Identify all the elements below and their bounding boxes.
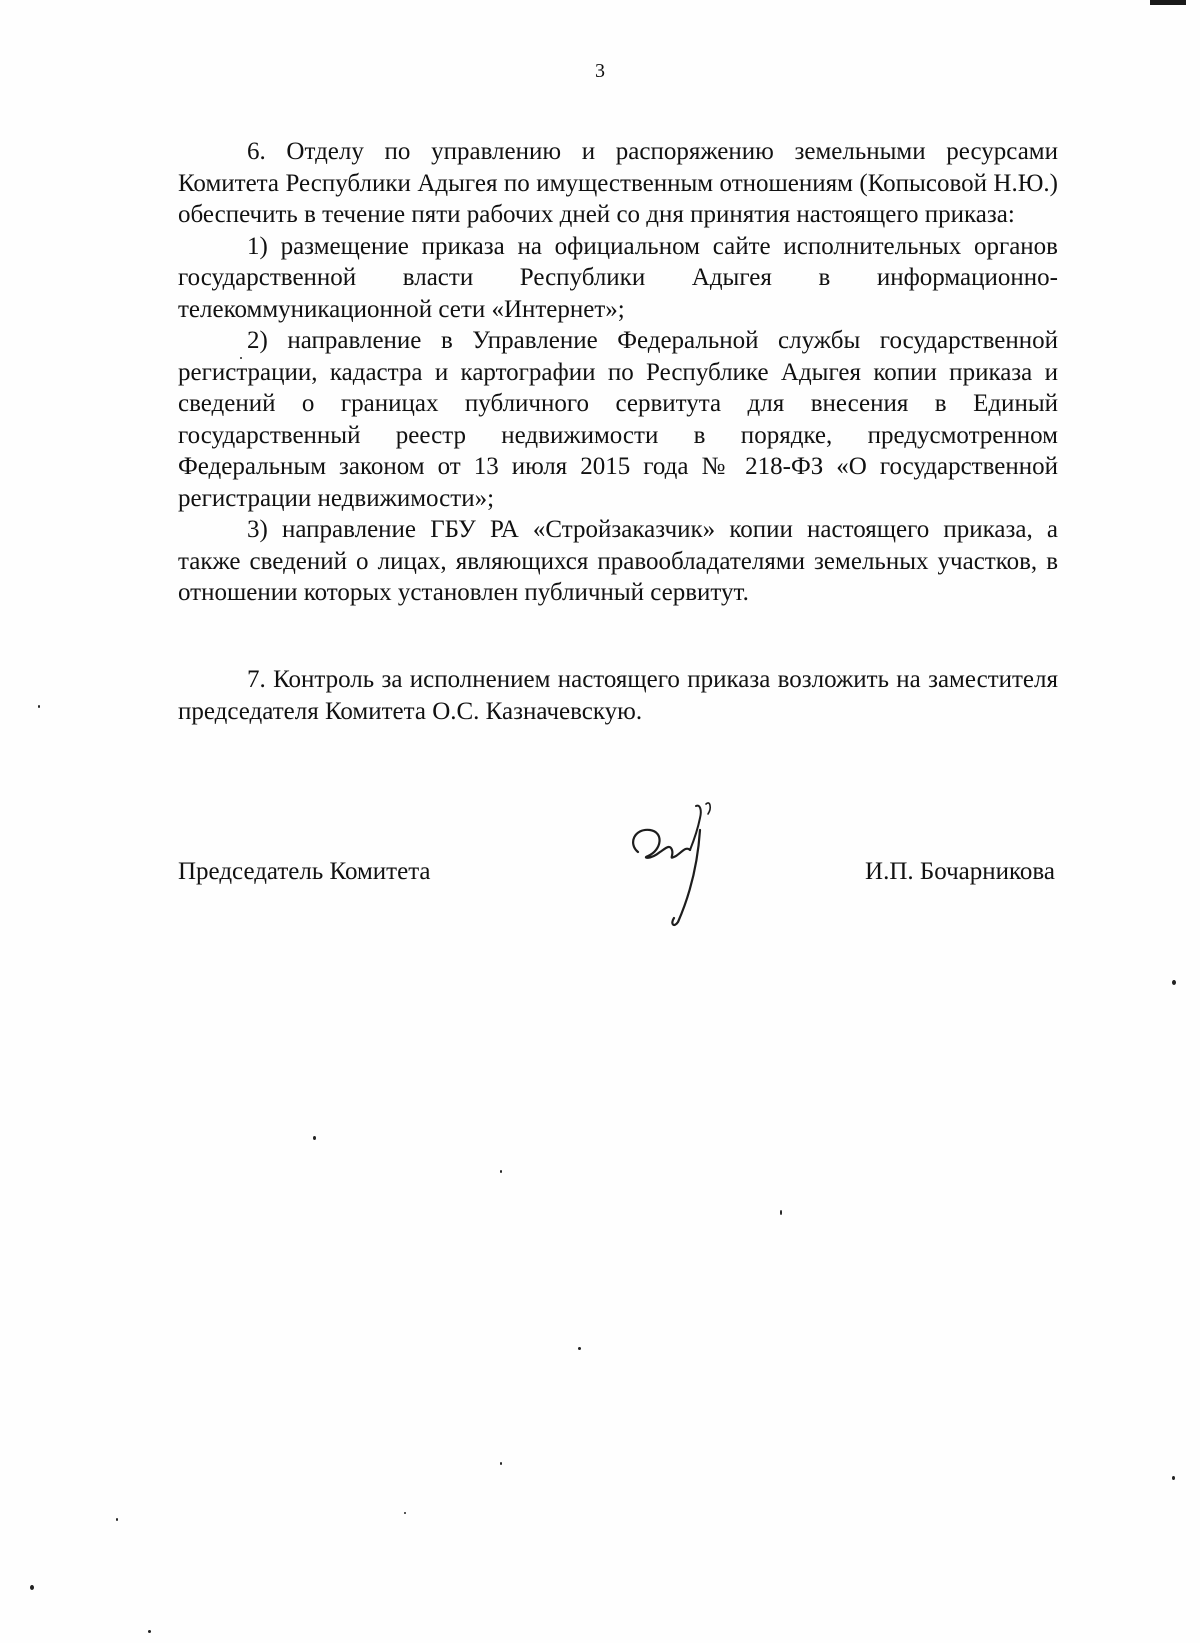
scan-speck [240,357,242,359]
scan-speck [148,1630,151,1633]
scan-corner-mark [1150,0,1186,5]
scan-speck [1172,1476,1175,1480]
scan-speck [313,1136,316,1140]
scan-speck [30,1585,34,1590]
scan-speck [500,1462,502,1465]
signer-position: Председатель Комитета [178,858,431,885]
item-6-section [178,136,1058,609]
scan-speck [116,1518,118,1521]
item-7-section [178,664,1058,727]
scan-speck [38,705,40,708]
scan-speck [1172,980,1176,985]
scan-speck [780,1210,782,1215]
item-6-sub-3: 3) направление ГБУ РА «Стройзаказчик» копии настоящего приказа, а также сведений о лицах, являющихся правообладателями земельных участков, в отношении которых установлен публичный сервитут. [178,516,1058,606]
handwritten-signature [620,800,740,930]
item-6-sub-1: 1) размещение приказа на официальном сайте исполнительных органов государственной власти Республики Адыгея в информационно-телекоммуникационной сети «Интернет»; [178,232,1058,323]
item-7-text: 7. Контроль за исполнением настоящего приказа возложить на заместителя председателя Комитета О.С. Казначевскую. [178,666,1058,725]
item-6-sub-2: 2) направление в Управление Федеральной службы государственной регистрации, кадастра и картографии по Республике Адыгея копии приказа и сведений о границах публичного сервитута для внесения в Единый государственный реестр недвижимости в порядке, предусмотренном Федеральным законом от 13 июля 2015 года № 218-ФЗ «О государственной регистрации недвижимости»; [178,327,1058,512]
page-number: 3 [595,60,605,82]
scan-speck [500,1170,502,1173]
scan-speck [404,1512,406,1514]
signer-name: И.П. Бочарникова [865,858,1055,885]
item-6-intro: 6. Отделу по управлению и распоряжению земельными ресурсами Комитета Республики Адыгея по имущественным отношениям (Копысовой Н.Ю.) обеспечить в течение пяти рабочих дней со дня принятия настоящего приказа: [178,138,1058,228]
scan-speck [578,1347,581,1350]
